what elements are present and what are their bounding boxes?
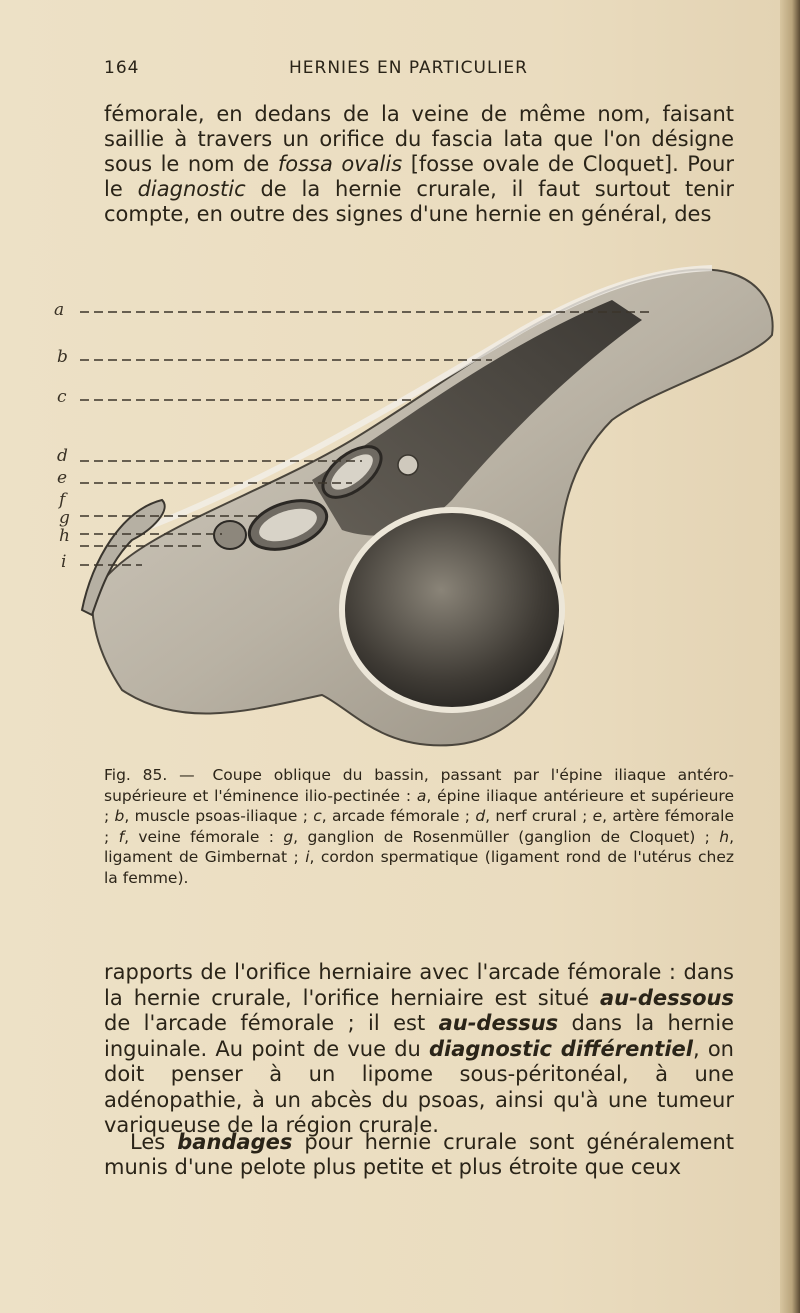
caption-letter: i: [305, 848, 310, 866]
caption-letter: b: [114, 807, 125, 825]
caption-letter: c: [313, 807, 322, 825]
caption-item: , arcade fémorale ;: [321, 807, 476, 825]
figure-letter-f: f: [59, 490, 66, 510]
caption-item: , cordon spermatique (ligament rond de l'utérus chez la femme).: [104, 848, 734, 887]
italic-term: diagnostic différentiel: [429, 1036, 693, 1061]
text-span: Les: [130, 1130, 178, 1154]
italic-term: fossa ovalis: [277, 152, 403, 176]
figure-letter-h: h: [59, 526, 70, 546]
caption-letter: f: [118, 827, 125, 846]
text-span: [fosse ovale de Cloquet]. Pour le: [104, 152, 734, 201]
running-title: HERNIES EN PARTICULIER: [289, 58, 528, 78]
pelvis-section-illustration: [52, 240, 780, 760]
italic-term: diagnostic: [137, 177, 246, 201]
paragraph-3: [104, 1130, 734, 1180]
paragraph-2: [104, 960, 734, 1139]
caption-letter: d: [475, 807, 486, 825]
figure-letter-i: i: [61, 552, 67, 572]
figure-letter-g: g: [59, 508, 70, 528]
page-number: 164: [104, 58, 140, 78]
figure-label: Fig. 85. —: [104, 766, 207, 784]
figure-caption: [104, 765, 734, 888]
caption-item: , ligament de Gimbernat ;: [104, 827, 734, 866]
caption-item: , veine fémorale :: [124, 827, 284, 846]
text-span: , on doit penser à un lipome sous-péritonéal, à une adénopathie, à un abcès du psoas, ainsi qu'à une tumeur variqueuse de la région crurale.: [104, 1036, 734, 1137]
figure-letter-e: e: [57, 468, 68, 488]
figure-letter-c: c: [57, 387, 67, 407]
caption-text: Coupe oblique du bassin, passant par l'épine iliaque antéro-supérieure et l'éminence ilio-pectinée :: [104, 766, 734, 805]
page-header: [104, 58, 734, 86]
caption-item: , artère fémorale ;: [104, 807, 734, 846]
caption-item: , ganglion de Rosenmüller (ganglion de Cloquet) ;: [293, 827, 720, 846]
text-span: de l'arcade fémorale ; il est: [104, 1011, 439, 1035]
caption-letter: h: [719, 827, 730, 846]
caption-item: , nerf crural ;: [485, 807, 593, 825]
text-span: de la hernie crurale, il faut surtout tenir compte, en outre des signes d'une hernie en général, des: [104, 177, 734, 226]
text-span: rapports de l'orifice herniaire avec l'arcade fémorale : dans la hernie crurale, l'orifice herniaire est situé: [104, 960, 734, 1010]
caption-letter: a: [416, 786, 427, 805]
figure-letter-b: b: [57, 347, 68, 367]
italic-term: au-dessous: [600, 985, 734, 1010]
caption-letter: g: [283, 827, 294, 846]
text-span: dans la hernie inguinale. Au point de vue du: [104, 1011, 734, 1061]
paragraph-1: [104, 102, 734, 227]
italic-term: bandages: [177, 1130, 293, 1154]
italic-term: au-dessus: [438, 1011, 559, 1035]
caption-letter: e: [592, 807, 603, 825]
caption-item: , épine iliaque antérieure et supérieure ;: [104, 786, 734, 825]
figure-letter-a: a: [54, 300, 65, 320]
text-span: pour hernie crurale sont généralement munis d'une pelote plus petite et plus étroite que ceux: [104, 1130, 734, 1179]
text-span: fémorale, en dedans de la veine de même nom, faisant saillie à travers un orifice du fascia lata que l'on désigne sous le nom de: [104, 102, 734, 176]
figure-letter-d: d: [57, 446, 68, 466]
book-spine-edge: [780, 0, 800, 1313]
anatomical-figure: [52, 240, 780, 760]
caption-item: , muscle psoas-iliaque ;: [124, 807, 314, 825]
